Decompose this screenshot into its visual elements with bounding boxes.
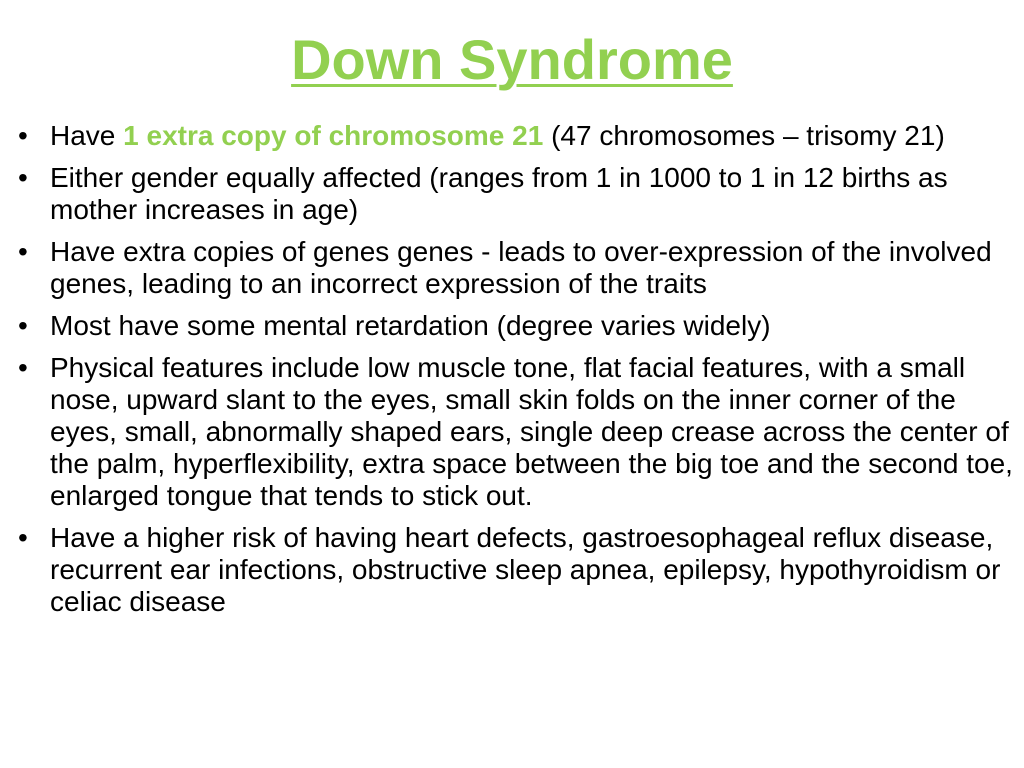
bullet-item-health-risks [18, 522, 1014, 618]
bullet-icon: • [18, 236, 28, 267]
bullet-icon: • [18, 352, 28, 383]
bullet-text [50, 120, 1014, 152]
bullet-icon: • [18, 522, 28, 553]
bullet-item-gender [18, 162, 1014, 226]
bullet-text: Have a higher risk of having heart defects, gastroesophageal reflux disease, recurrent ear infections, obstructive sleep apnea, epilepsy, hypothyroidism or celiac disease [50, 522, 1001, 617]
bullet-text-lead: Have [50, 120, 124, 151]
bullet-item-mental [18, 310, 1014, 342]
slide-title: Down Syndrome [291, 28, 733, 91]
bullet-icon: • [18, 310, 28, 341]
bullet-item-gene-expression [18, 236, 1014, 300]
bullet-list [18, 120, 1014, 628]
bullet-text: Have extra copies of genes genes - leads to over-expression of the involved genes, leading to an incorrect expression of the traits [50, 236, 992, 299]
bullet-icon: • [18, 120, 28, 151]
highlighted-phrase: 1 extra copy of chromosome 21 [123, 120, 544, 151]
bullet-text: Physical features include low muscle tone, flat facial features, with a small nose, upward slant to the eyes, small skin folds on the inner corner of the eyes, small, abnormally shaped ears, single deep crease across the center of the palm, hyperflexibility, extra space between the big toe and the second toe, enlarged tongue that tends to stick out. [50, 352, 1013, 511]
bullet-text: Most have some mental retardation (degree varies widely) [50, 310, 771, 341]
bullet-item-trisomy [18, 120, 1014, 152]
bullet-text-tail: (47 chromosomes – trisomy 21) [543, 120, 945, 151]
bullet-item-physical-features [18, 352, 1014, 512]
bullet-icon: • [18, 162, 28, 193]
bullet-text: Either gender equally affected (ranges from 1 in 1000 to 1 in 12 births as mother increases in age) [50, 162, 948, 225]
